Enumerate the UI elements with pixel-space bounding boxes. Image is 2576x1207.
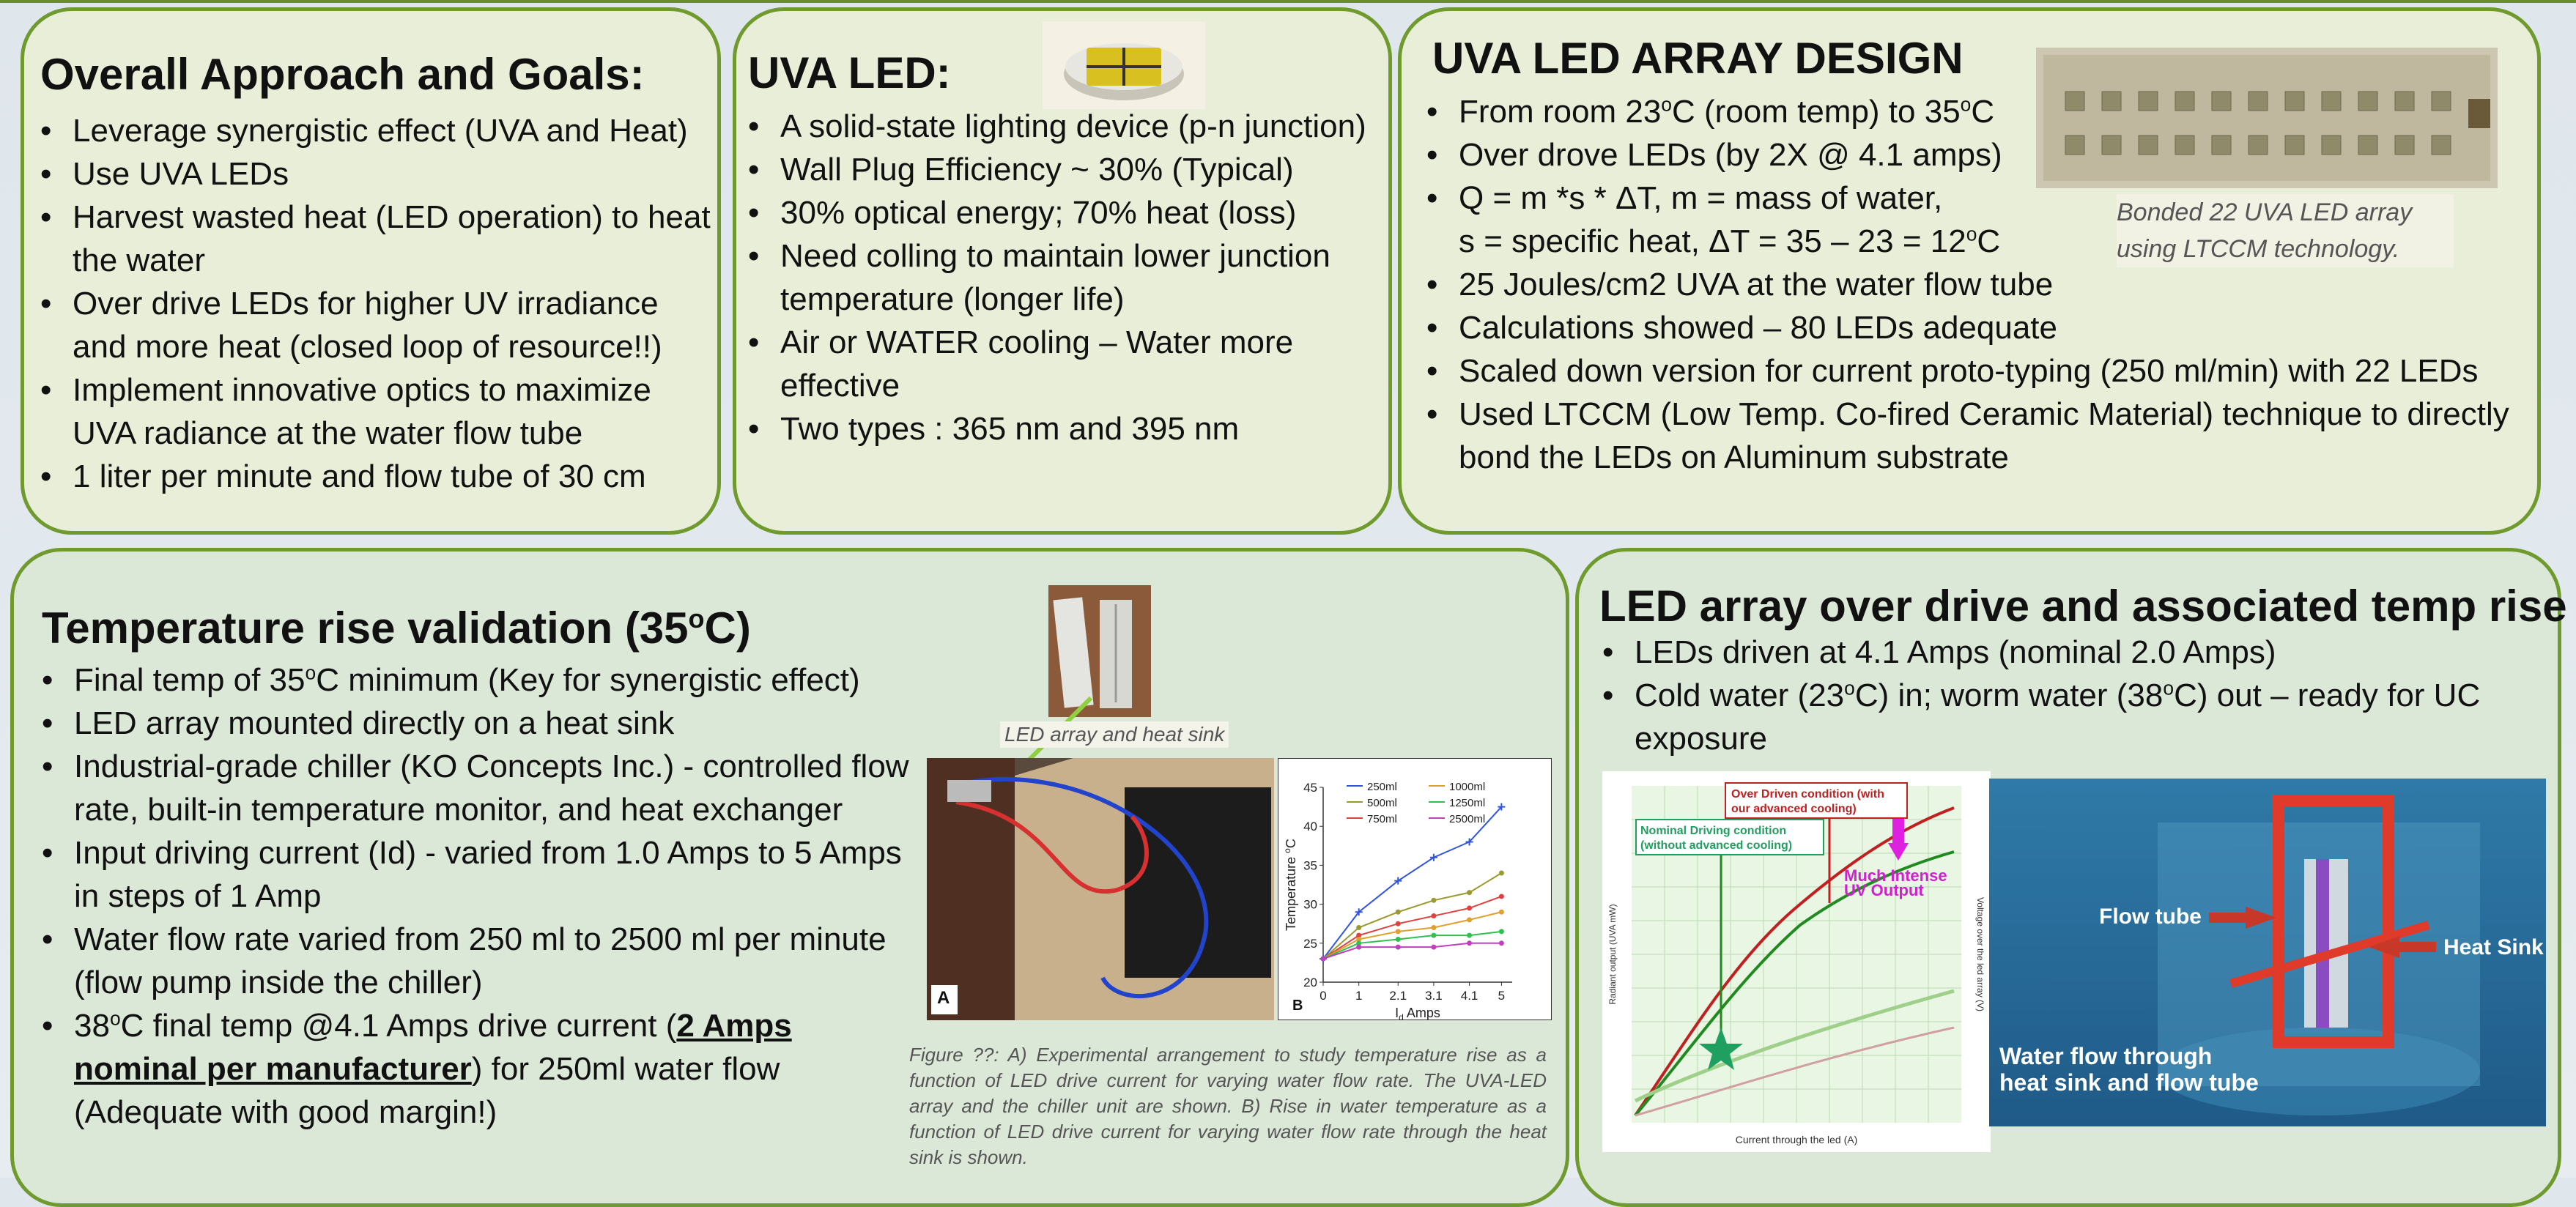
- y-tick-label: 20: [1303, 976, 1317, 989]
- data-point: [1396, 921, 1401, 926]
- y-tick-label: 40: [1303, 820, 1317, 834]
- x-tick-label: 0: [1320, 989, 1327, 1003]
- data-point: [1467, 940, 1472, 946]
- x-axis-label: $I_d$ Amps: [1395, 1006, 1440, 1020]
- list-item: • Use UVA LEDs: [37, 152, 711, 196]
- list-item: • From room 23$^o$C (room temp) to 35$^o$C: [1424, 90, 2537, 133]
- flow-tube-label: Flow tube: [2099, 905, 2202, 929]
- heatsink-label: LED array and heat sink: [1000, 721, 1229, 748]
- data-point: [1467, 890, 1472, 895]
- y-tick-label: 25: [1303, 936, 1317, 951]
- list-item: • Over drive LEDs for higher UV irradiance and more heat (closed loop of resource!!): [37, 282, 711, 368]
- uva-led-title: UVA LED:: [748, 48, 951, 97]
- list-item: • Over drove LEDs (by 2X @ 4.1 amps): [1424, 133, 2537, 177]
- list-item: • 38$^o$C final temp @4.1 Amps drive current (2 Amps nominal per manufacturer) for 250ml water flow (Adequate with good margin!): [39, 1004, 918, 1134]
- figure-caption: Figure ??: A) Experimental arrangement to study temperature rise as a function of LED drive current for varying water flow rate. The UVA-LED array and the chiller unit are shown. B) Rise in water temperature as a function of LED drive current for varying water flow rate through the heat sink is shown.: [909, 1044, 1547, 1168]
- array-design-title: UVA LED ARRAY DESIGN: [1432, 34, 1964, 83]
- list-item: • Two types : 365 nm and 395 nm: [745, 407, 1390, 450]
- list-item: • Q = m *s * ΔT, m = mass of water, s = specific heat, $\Delta T = 35 - 23 = 12^oC$: [1424, 177, 2537, 263]
- data-point: [1431, 945, 1436, 950]
- data-point: [1431, 898, 1436, 903]
- led-chip-photo: [1043, 21, 1205, 109]
- x-tick-label: 1: [1355, 989, 1363, 1003]
- legend-label: 250ml: [1367, 781, 1397, 793]
- label-a: A: [937, 988, 950, 1008]
- water-flow-label: Water flow through heat sink and flow tube: [1999, 1043, 2259, 1096]
- legend-label: 500ml: [1367, 797, 1397, 809]
- data-point: [1396, 910, 1401, 915]
- y-tick-label: 35: [1303, 858, 1317, 873]
- list-item: • Implement innovative optics to maximize UVA radiance at the water flow tube: [37, 368, 711, 455]
- list-item: • Industrial-grade chiller (KO Concepts Inc.) - controlled flow rate, built-in temperature monitor, and heat exchanger: [39, 745, 918, 831]
- list-item: • Final temp of 35$^o$C minimum (Key for synergistic effect): [39, 658, 918, 702]
- list-item: • Input driving current (Id) - varied from 1.0 Amps to 5 Amps in steps of 1 Amp: [39, 831, 918, 918]
- list-item: • Leverage synergistic effect (UVA and Heat): [37, 109, 711, 152]
- list-item: • Air or WATER cooling – Water more effective: [745, 321, 1390, 407]
- overdrive-xlabel: Current through the led (A): [1735, 1134, 1858, 1145]
- y-tick-label: 45: [1303, 781, 1317, 795]
- legend-label: 1250ml: [1449, 797, 1486, 809]
- approach-panel: [21, 7, 721, 535]
- annot-intense: Much Intense UV Output: [1844, 866, 1947, 899]
- x-tick-label: 2.1: [1389, 989, 1407, 1003]
- flow-tube-diagram: [1989, 779, 2546, 1126]
- data-point: [1396, 929, 1401, 934]
- data-point: [1321, 957, 1326, 962]
- heat-sink-label: Heat Sink: [2443, 935, 2544, 959]
- list-item: • LEDs driven at 4.1 Amps (nominal 2.0 Amps): [1599, 631, 2552, 674]
- overdrive-list: [1599, 631, 2552, 760]
- setup-photo: [927, 758, 1274, 1020]
- y-axis-label: Temperature $^o$C: [1282, 839, 1298, 931]
- array-design-list: [1424, 90, 2537, 479]
- legend-label: 2500ml: [1449, 813, 1486, 825]
- radiant-output-chart: [1602, 771, 1991, 1152]
- overdrive-ylabel: Radiant output (UVA mW): [1607, 904, 1618, 1005]
- led-array-caption: Bonded 22 UVA LED array using LTCCM technology.: [2117, 194, 2454, 267]
- data-point: [1499, 940, 1504, 946]
- overdrive-title: LED array over drive and associated temp rise: [1599, 582, 2567, 631]
- temp-rise-list: [39, 658, 918, 1134]
- data-point: [1356, 945, 1361, 950]
- legend-label: 1000ml: [1449, 781, 1486, 793]
- data-point: [1499, 910, 1504, 915]
- data-point: [1499, 894, 1504, 899]
- annot-over: Over Driven condition (with our advanced cooling): [1731, 788, 1884, 815]
- uva-led-panel: [733, 7, 1392, 535]
- data-point: [1431, 913, 1436, 918]
- annot-nominal: Nominal Driving condition (without advanced cooling): [1640, 825, 1793, 852]
- x-tick-label: 4.1: [1460, 989, 1478, 1003]
- list-item: • Harvest wasted heat (LED operation) to heat the water: [37, 196, 711, 282]
- overdrive-ylabel-right: Voltage over the led array (V): [1975, 896, 1985, 1012]
- list-item: • Water flow rate varied from 250 ml to 2500 ml per minute (flow pump inside the chiller): [39, 918, 918, 1004]
- data-point: [1431, 925, 1436, 930]
- data-point: [1499, 929, 1504, 934]
- list-item: • 25 Joules/cm2 UVA at the water flow tube: [1424, 263, 2537, 306]
- x-tick-label: 5: [1498, 989, 1506, 1003]
- legend-label: 750ml: [1367, 813, 1397, 825]
- list-item: • Used LTCCM (Low Temp. Co-fired Ceramic Material) technique to directly bond the LEDs on Aluminum substrate: [1424, 393, 2537, 479]
- temp-chart: [1278, 758, 1552, 1020]
- temp-rise-panel: [10, 548, 1569, 1207]
- overdrive-panel: [1575, 548, 2567, 1207]
- list-item: • Cold water (23$^o$C) in; worm water (38$^o$C) out – ready for UC exposure: [1599, 674, 2552, 760]
- list-item: • A solid-state lighting device (p-n junction): [745, 105, 1390, 148]
- data-point: [1499, 871, 1504, 876]
- y-tick-label: 30: [1303, 897, 1317, 912]
- list-item: • Need colling to maintain lower junction temperature (longer life): [745, 234, 1390, 321]
- approach-title: Overall Approach and Goals:: [40, 50, 645, 99]
- list-item: • Calculations showed – 80 LEDs adequate: [1424, 306, 2537, 349]
- array-design-panel: [1398, 7, 2541, 535]
- approach-list: [37, 109, 711, 498]
- data-point: [1396, 937, 1401, 942]
- data-point: [1467, 917, 1472, 922]
- data-point: [1356, 925, 1361, 930]
- temp-rise-title: Temperature rise validation (35$^o$C): [42, 604, 751, 653]
- data-point: [1467, 933, 1472, 938]
- top-accent-bar: [0, 0, 2576, 3]
- uva-led-list: [745, 105, 1390, 450]
- data-point: [1431, 933, 1436, 938]
- data-point: [1396, 945, 1401, 950]
- list-item: • Wall Plug Efficiency ~ 30% (Typical): [745, 148, 1390, 191]
- x-tick-label: 3.1: [1425, 989, 1443, 1003]
- data-point: [1467, 905, 1472, 910]
- label-b: B: [1292, 998, 1303, 1014]
- list-item: • Scaled down version for current proto-typing (250 ml/min) with 22 LEDs: [1424, 349, 2537, 393]
- list-item: • 1 liter per minute and flow tube of 30 cm: [37, 455, 711, 498]
- list-item: • LED array mounted directly on a heat sink: [39, 702, 918, 745]
- list-item: • 30% optical energy; 70% heat (loss): [745, 191, 1390, 234]
